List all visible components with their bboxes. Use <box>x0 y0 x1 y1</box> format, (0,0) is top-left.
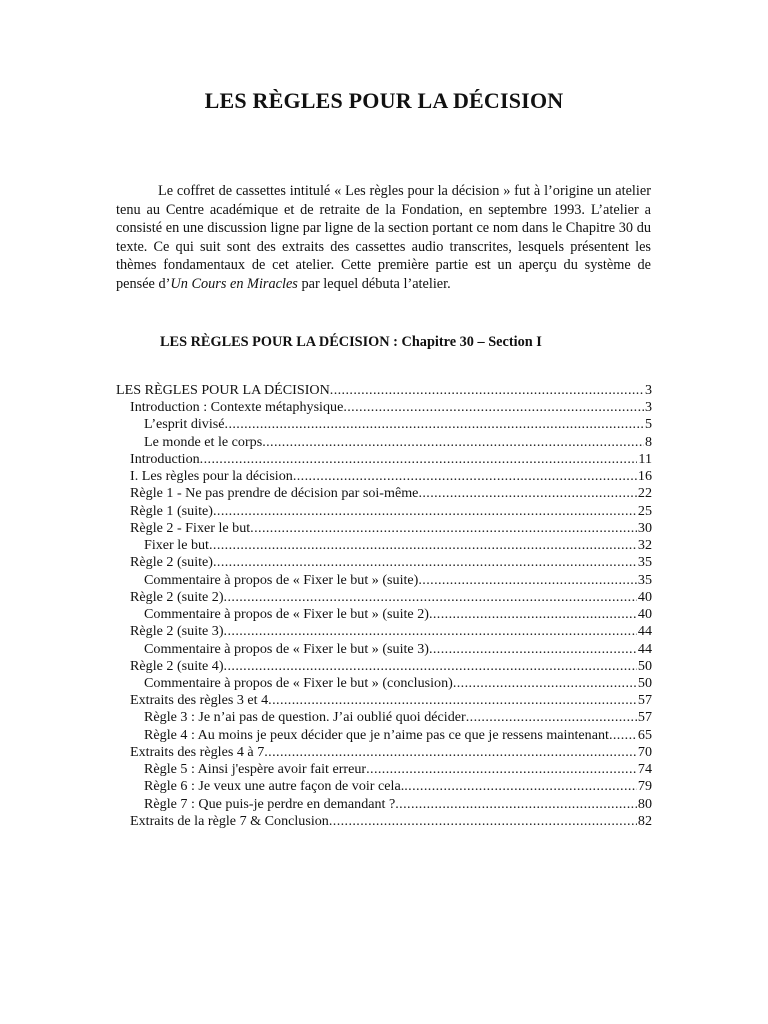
toc-page-number: 16 <box>637 468 652 485</box>
intro-text: Le coffret de cassettes intitulé « Les règles pour la décision » fut à l’origine un atelier tenu au Centre académique et de retraite de la Fondation, en septembre 1993. L’atelier a consisté en une discussion ligne par ligne de la section portant ce nom dans le Chapitre 30 du texte. Ce qui suit sont des extraits des cassettes audio transcrites, lesquels présentent les thèmes fondamentaux de cet atelier. Cette première partie est un aperçu du système de pensée d’ <box>116 183 651 292</box>
toc-entry-label: Fixer le but <box>144 537 209 554</box>
toc-page-number: 82 <box>637 812 652 829</box>
toc-entry-label: Règle 5 : Ainsi j'espère avoir fait erreur <box>144 761 367 778</box>
toc-dot-leader <box>418 485 636 502</box>
toc-entry-label: Règle 6 : Je veux une autre façon de voir cela. <box>144 778 405 795</box>
toc-entry[interactable] <box>116 709 652 726</box>
toc-dot-leader <box>330 382 644 399</box>
toc-entry[interactable] <box>116 727 652 744</box>
toc-dot-leader <box>466 709 637 726</box>
toc-entry-label: Extraits des règles 3 et 4 <box>130 692 269 709</box>
toc-entry-label: Règle 4 : Au moins je peux décider que je n’aime pas ce que je ressens maintenant <box>144 726 609 743</box>
toc-dot-leader <box>262 434 644 451</box>
toc-page-number: 70 <box>637 743 652 760</box>
toc-page-number: 3 <box>644 399 652 416</box>
toc-page-number: 57 <box>637 692 652 709</box>
toc-dot-leader <box>213 503 637 520</box>
toc-page-number: 44 <box>637 623 652 640</box>
toc-dot-leader <box>225 416 644 433</box>
toc-page-number: 57 <box>637 709 652 726</box>
toc-dot-leader <box>224 623 637 640</box>
toc-entry-label: Extraits des règles 4 à 7 <box>130 743 265 760</box>
intro-paragraph <box>116 182 651 293</box>
toc-dot-leader <box>264 744 637 761</box>
toc-entry[interactable] <box>116 813 652 830</box>
toc-entry[interactable] <box>116 434 652 451</box>
toc-entry-label: Commentaire à propos de « Fixer le but » (conclusion) <box>144 674 453 691</box>
book-title: Un Cours en Miracles <box>170 275 298 292</box>
toc-entry[interactable] <box>116 589 652 606</box>
toc-page-number: 32 <box>637 537 652 554</box>
toc-page-number: 79 <box>637 778 652 795</box>
toc-entry[interactable] <box>116 503 652 520</box>
toc-dot-leader <box>250 520 637 537</box>
toc-dot-leader <box>293 468 637 485</box>
toc-entry-label: Commentaire à propos de « Fixer le but » (suite 3) <box>144 640 429 657</box>
toc-entry-label: Règle 3 : Je n’ai pas de question. J’ai oublié quoi décider <box>144 709 466 726</box>
toc-page-number: 3 <box>644 382 652 398</box>
toc-page-number: 40 <box>637 588 652 605</box>
toc-entry[interactable] <box>116 778 652 795</box>
toc-dot-leader <box>404 778 637 795</box>
toc-page-number: 65 <box>637 726 652 743</box>
toc-dot-leader <box>343 399 644 416</box>
toc-entry-label: Règle 2 - Fixer le but <box>130 519 251 536</box>
toc-page-number: 22 <box>637 485 652 502</box>
toc-entry-label: I. Les règles pour la décision <box>130 468 293 485</box>
toc-dot-leader <box>429 606 637 623</box>
table-of-contents <box>116 382 652 830</box>
toc-page-number: 25 <box>637 502 652 519</box>
toc-entry[interactable] <box>116 554 652 571</box>
toc-dot-leader <box>329 813 637 830</box>
toc-dot-leader <box>224 658 637 675</box>
toc-dot-leader <box>395 796 637 813</box>
toc-page-number: 40 <box>637 606 652 623</box>
toc-page-number: 5 <box>644 416 652 433</box>
toc-page-number: 50 <box>637 674 652 691</box>
document-title: LES RÈGLES POUR LA DÉCISION <box>204 88 564 113</box>
toc-dot-leader <box>224 589 637 606</box>
toc-entry[interactable] <box>116 692 652 709</box>
toc-entry[interactable] <box>116 399 652 416</box>
toc-entry[interactable] <box>116 520 652 537</box>
toc-entry[interactable] <box>116 675 652 692</box>
toc-entry[interactable] <box>116 485 652 502</box>
toc-entry[interactable] <box>116 744 652 761</box>
toc-entry[interactable] <box>116 572 652 589</box>
toc-entry-label: Règle 2 (suite 2) <box>130 588 224 605</box>
toc-entry[interactable] <box>116 468 652 485</box>
toc-entry[interactable] <box>116 623 652 640</box>
toc-page-number: 74 <box>637 761 652 778</box>
toc-page-number: 44 <box>637 640 652 657</box>
toc-entry-label: Règle 2 (suite) <box>130 554 213 571</box>
toc-entry-label: L’esprit divisé <box>144 416 225 433</box>
toc-entry-label: Introduction : Contexte métaphysique <box>130 399 344 416</box>
toc-entry[interactable] <box>116 761 652 778</box>
toc-entry[interactable] <box>116 537 652 554</box>
toc-page-number: 11 <box>638 450 652 467</box>
toc-entry[interactable] <box>116 658 652 675</box>
section-subtitle: LES RÈGLES POUR LA DÉCISION : Chapitre 30 – Section I <box>160 334 542 350</box>
toc-dot-leader <box>429 641 637 658</box>
toc-entry-label: Extraits de la règle 7 & Conclusion <box>130 812 329 829</box>
toc-dot-leader <box>453 675 637 692</box>
toc-entry[interactable] <box>116 641 652 658</box>
toc-entry[interactable] <box>116 606 652 623</box>
toc-entry-label: Commentaire à propos de « Fixer le but » (suite 2) <box>144 606 429 623</box>
toc-page-number: 35 <box>637 554 652 571</box>
toc-page-number: 30 <box>637 519 652 536</box>
toc-dot-leader <box>213 554 637 571</box>
toc-page-number: 8 <box>644 433 652 450</box>
toc-entry-label: Règle 7 : Que puis-je perdre en demandant ? <box>144 795 396 812</box>
toc-dot-leader <box>609 727 637 744</box>
toc-entry[interactable] <box>116 416 652 433</box>
toc-entry-label: Le monde et le corps <box>144 433 263 450</box>
toc-dot-leader <box>209 537 637 554</box>
intro-text-end: par lequel débuta l’atelier. <box>297 275 451 292</box>
toc-entry[interactable] <box>116 796 652 813</box>
toc-page-number: 80 <box>637 795 652 812</box>
toc-dot-leader <box>200 451 638 468</box>
toc-entry-label: Règle 2 (suite 4) <box>130 657 224 674</box>
toc-entry-label: Introduction <box>130 450 200 467</box>
toc-entry-label: Règle 1 - Ne pas prendre de décision par soi-même <box>130 485 419 502</box>
toc-dot-leader <box>418 572 637 589</box>
toc-dot-leader <box>268 692 637 709</box>
toc-entry-label: Règle 1 (suite) <box>130 502 213 519</box>
toc-entry-label: Règle 2 (suite 3) <box>130 623 224 640</box>
toc-entry[interactable] <box>116 382 652 399</box>
toc-page-number: 50 <box>637 657 652 674</box>
toc-dot-leader <box>366 761 637 778</box>
toc-page-number: 35 <box>637 571 652 588</box>
toc-entry[interactable] <box>116 451 652 468</box>
toc-entry-label: Commentaire à propos de « Fixer le but » (suite) <box>144 571 419 588</box>
toc-entry-label: LES RÈGLES POUR LA DÉCISION <box>116 382 330 398</box>
